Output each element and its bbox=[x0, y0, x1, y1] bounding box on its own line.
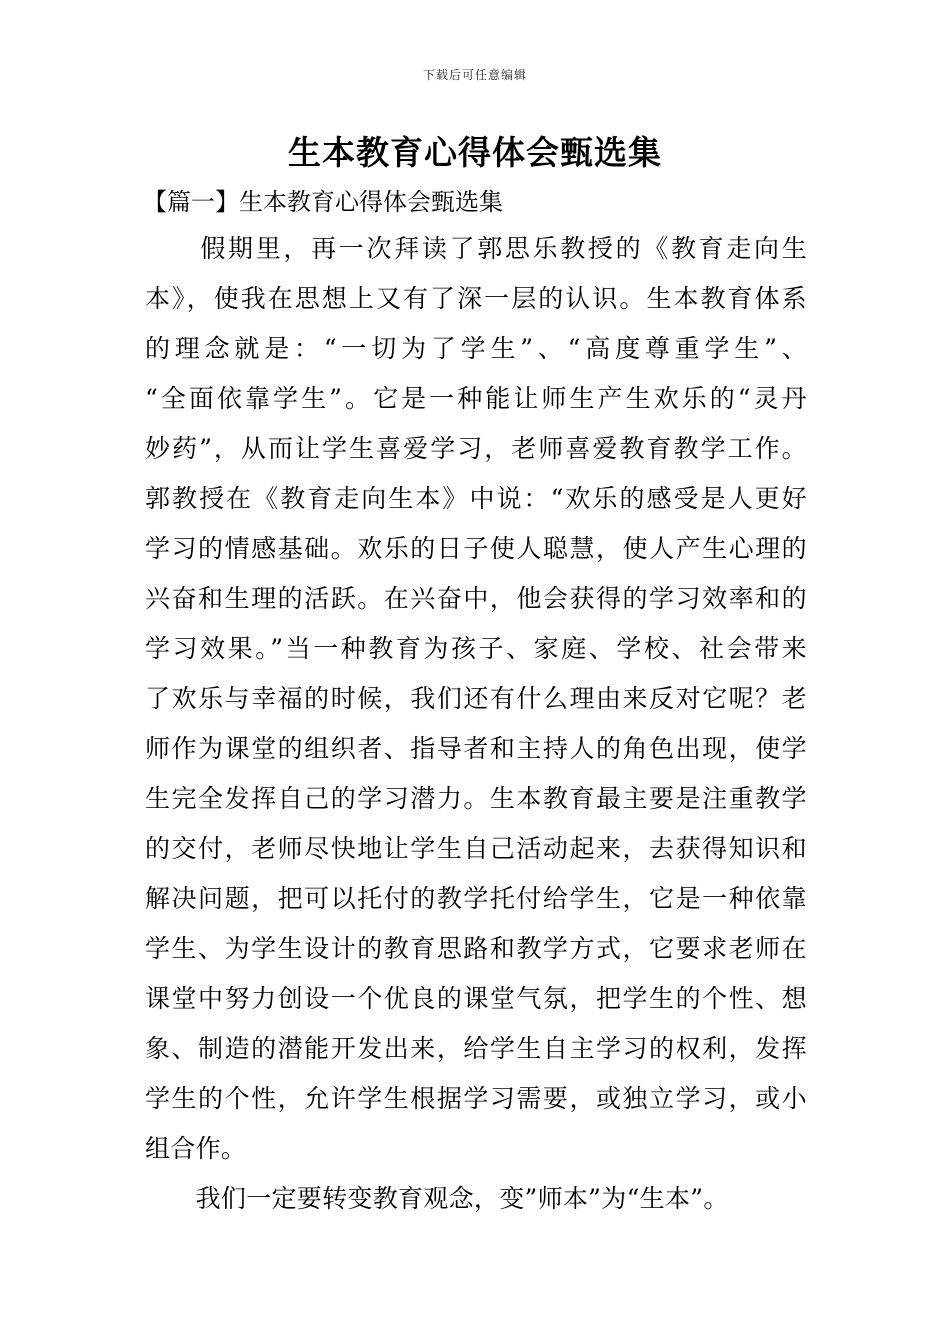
paragraph-line: 了欢乐与幸福的时候，我们还有什么理由来反对它呢？老 bbox=[145, 684, 807, 713]
paragraph-line: 本》，使我在思想上又有了深一层的认识。生本教育体系 bbox=[145, 284, 807, 313]
paragraph-line: 解决问题，把可以托付的教学托付给学生，它是一种依靠 bbox=[145, 884, 807, 913]
paragraph-line: 学习的情感基础。欢乐的日子使人聪慧，使人产生心理的 bbox=[145, 534, 807, 563]
paragraph-line: 假期里，再一次拜读了郭思乐教授的《教育走向生 bbox=[145, 234, 807, 263]
paragraph-line: “全面依靠学生”。它是一种能让师生产生欢乐的“灵丹 bbox=[145, 384, 807, 413]
paragraph-line: 学生的个性，允许学生根据学习需要，或独立学习，或小 bbox=[145, 1084, 807, 1113]
section-heading: 【篇一】生本教育心得体会甄选集 bbox=[143, 188, 503, 216]
page-header-note: 下载后可任意编辑 bbox=[422, 68, 527, 82]
paragraph-line: 的理念就是：“一切为了学生”、“高度尊重学生”、 bbox=[145, 334, 807, 363]
paragraph-line: 我们一定要转变教育观念，变”师本”为“生本”。 bbox=[145, 1184, 729, 1213]
document-title: 生本教育心得体会甄选集 bbox=[288, 133, 662, 172]
paragraph-line: 的交付，老师尽快地让学生自己活动起来，去获得知识和 bbox=[145, 834, 807, 863]
paragraph-line: 象、制造的潜能开发出来，给学生自主学习的权利，发挥 bbox=[145, 1034, 807, 1063]
paragraph-line: 郭教授在《教育走向生本》中说：“欢乐的感受是人更好 bbox=[145, 484, 807, 513]
paragraph-line: 妙药”，从而让学生喜爱学习，老师喜爱教育教学工作。 bbox=[145, 434, 807, 463]
paragraph-line: 生完全发挥自己的学习潜力。生本教育最主要是注重教学 bbox=[145, 784, 807, 813]
paragraph-line: 学习效果。”当一种教育为孩子、家庭、学校、社会带来 bbox=[145, 634, 807, 663]
paragraph-line: 组合作。 bbox=[145, 1134, 247, 1163]
paragraph-line: 兴奋和生理的活跃。在兴奋中，他会获得的学习效率和的 bbox=[145, 584, 807, 613]
paragraph-line: 学生、为学生设计的教育思路和教学方式，它要求老师在 bbox=[145, 934, 807, 963]
paragraph-line: 课堂中努力创设一个优良的课堂气氛，把学生的个性、想 bbox=[145, 984, 807, 1013]
paragraph-line: 师作为课堂的组织者、指导者和主持人的角色出现，使学 bbox=[145, 734, 807, 763]
